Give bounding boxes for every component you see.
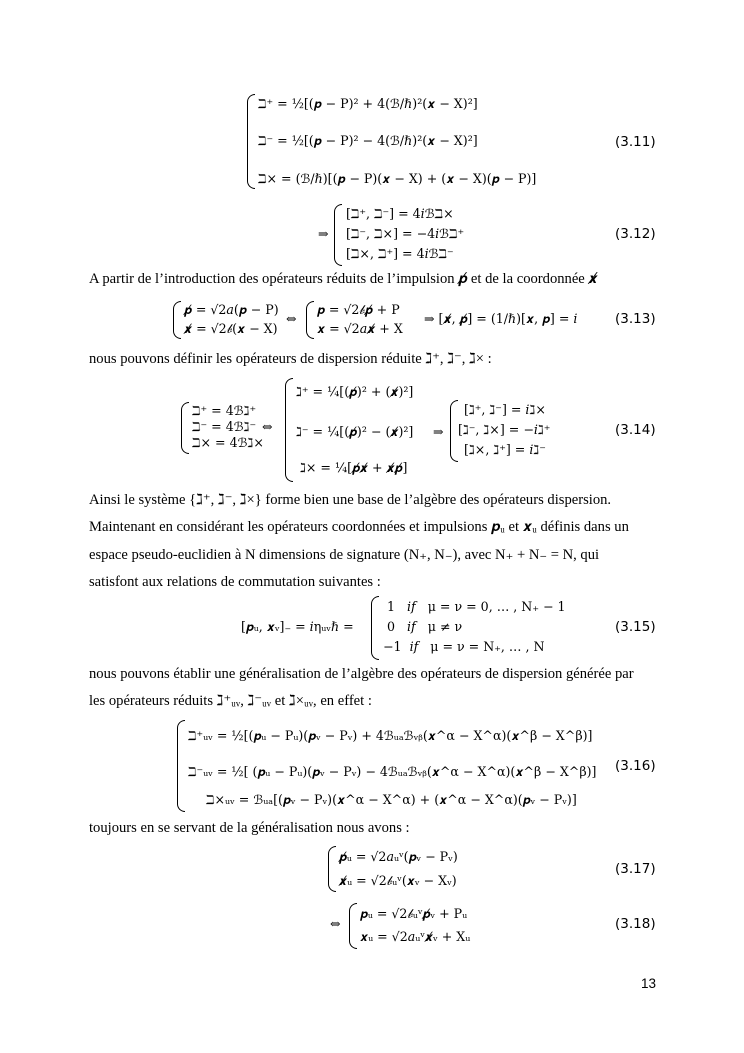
brace-312 (334, 204, 342, 266)
paragraph-intro-reduced-operators: A partir de l’introduction des opérateurs réduits de l’impulsion 𝒑̸ et de la coordonnée 𝒙̸ (89, 271, 598, 287)
eq-number-3-12: (3.12) (615, 226, 656, 242)
brace-314-left (181, 402, 189, 454)
brace-315 (371, 596, 379, 660)
eq-3-13-b2: 𝒙 = √2𝑎𝒙̸ + X (317, 321, 403, 336)
paragraph-still-using: toujours en se servant de la généralisation nous avons : (89, 820, 410, 836)
eq-number-3-16: (3.16) (615, 758, 656, 774)
eq-3-18-line2: 𝒙ᵤ = √2𝑎ᵤᵛ𝒙̸ᵥ + Xᵤ (360, 929, 471, 944)
eq-3-14-arrow: ⇒ (433, 424, 444, 439)
eq-number-3-18: (3.18) (615, 916, 656, 932)
eq-3-14-a3: ℶ× = 4ℬℷ× (192, 435, 264, 450)
eq-3-13-iff: ⇔ (286, 311, 297, 326)
eq-3-14-a1: ℶ⁺ = 4ℬℷ⁺ (192, 403, 257, 418)
eq-3-14-a2: ℶ⁻ = 4ℬℷ⁻ (192, 419, 257, 434)
eq-3-16-line1: ℶ⁺ᵤᵥ = ½[(𝒑ᵤ − Pᵤ)(𝒑ᵥ − Pᵥ) + 4ℬᵤₐℬᵥᵦ(𝒙^α − X^α)(𝒙^β − X^β)] (188, 728, 593, 743)
eq-3-16-line3: ℶ×ᵤᵥ = ℬᵤₐ[(𝒑ᵥ − Pᵥ)(𝒙^α − X^α) + (𝒙^α − X^α)(𝒑ᵥ − Pᵥ)] (206, 792, 577, 807)
eq-3-18-line1: 𝒑ᵤ = √2𝒷ᵤᵛ𝒑̸ᵥ + Pᵤ (360, 906, 468, 921)
eq-number-3-15: (3.15) (615, 619, 656, 635)
paragraph-basis: Ainsi le système {ℷ⁺, ℷ⁻, ℷ×} forme bien une base de l’algèbre des opérateurs dispersion. (89, 492, 612, 508)
eq-3-17-line2: 𝒙̸ᵤ = √2𝒷ᵤᵛ(𝒙ᵥ − Xᵥ) (339, 873, 457, 888)
eq-3-15-line3: −1 𝑖𝑓 μ = ν = N₊, … , N (383, 639, 545, 654)
eq-3-16-line2: ℶ⁻ᵤᵥ = ½[ (𝒑ᵤ − Pᵤ)(𝒑ᵥ − Pᵥ) − 4ℬᵤₐℬᵥᵦ(𝒙^α − X^α)(𝒙^β − X^β)] (188, 764, 597, 779)
paragraph-generalisation-2: les opérateurs réduits ℷ⁺ᵤᵥ, ℷ⁻ᵤᵥ et ℷ×ᵤᵥ, en effet : (89, 693, 372, 709)
eq-number-3-17: (3.17) (615, 861, 656, 877)
page-number: 13 (641, 976, 657, 991)
eq-3-14-c3: [ℷ×, ℷ⁺] = 𝑖ℷ⁻ (464, 442, 546, 457)
paragraph-considering-3: satisfont aux relations de commutation suivantes : (89, 574, 381, 590)
brace-311 (247, 94, 255, 189)
brace-313-right (306, 301, 314, 339)
eq-number-3-14: (3.14) (615, 422, 656, 438)
eq-3-12-line1: [ℶ⁺, ℶ⁻] = 4𝑖ℬℶ× (346, 206, 454, 221)
eq-3-13-a2: 𝒙̸ = √2𝒷(𝒙 − X) (184, 321, 278, 336)
brace-317 (328, 846, 336, 892)
brace-318 (349, 903, 357, 949)
paragraph-considering-1: Maintenant en considérant les opérateurs coordonnées et impulsions 𝒑ᵤ et 𝒙ᵤ définis dans un (89, 519, 629, 535)
eq-3-14-b1: ℷ⁺ = ¼[(𝒑̸)² + (𝒙̸)²] (296, 384, 414, 399)
eq-3-13-a1: 𝒑̸ = √2𝑎(𝒑 − P) (184, 302, 279, 317)
eq-3-14-c2: [ℷ⁻, ℷ×] = −𝑖ℷ⁺ (458, 422, 551, 437)
eq-3-12-line3: [ℶ×, ℶ⁺] = 4𝑖ℬℶ⁻ (346, 246, 454, 261)
eq-3-12-arrow: ⇒ (318, 226, 329, 241)
eq-3-11-line3: ℶ× = (ℬ/ℏ)[(𝒑 − P)(𝒙 − X) + (𝒙 − X)(𝒑 − P)] (258, 171, 537, 186)
brace-313-left (173, 301, 181, 339)
eq-3-14-b3: ℷ× = ¼[𝒑̸𝒙̸ + 𝒙̸𝒑̸] (300, 460, 408, 475)
eq-3-15-lhs: [𝒑ᵤ, 𝒙ᵥ]₋ = 𝑖ηᵤᵥℏ = (241, 619, 354, 634)
eq-3-12-line2: [ℶ⁻, ℶ×] = −4𝑖ℬℶ⁺ (346, 226, 465, 241)
eq-3-11-line1: ℶ⁺ = ½[(𝒑 − P)² + 4(ℬ/ℏ)²(𝒙 − X)²] (258, 96, 478, 111)
eq-3-14-c1: [ℷ⁺, ℷ⁻] = 𝑖ℷ× (464, 402, 546, 417)
eq-number-3-13: (3.13) (615, 311, 656, 327)
eq-3-18-iff: ⇔ (330, 916, 341, 931)
eq-3-13-commutator: ⇒ [𝒙̸, 𝒑̸] = (1/ℏ)[𝒙, 𝒑] = 𝑖 (424, 311, 578, 326)
paragraph-considering-2: espace pseudo-euclidien à N dimensions de signature (N₊, N₋), avec N₊ + N₋ = N, qui (89, 547, 600, 563)
eq-3-13-b1: 𝒑 = √2𝒷𝒑̸ + P (317, 302, 400, 317)
paragraph-define-dispersion: nous pouvons définir les opérateurs de dispersion réduite ℷ⁺, ℷ⁻, ℷ× : (89, 351, 492, 367)
eq-3-11-line2: ℶ⁻ = ½[(𝒑 − P)² − 4(ℬ/ℏ)²(𝒙 − X)²] (258, 133, 478, 148)
eq-3-15-line2: 0 𝑖𝑓 μ ≠ ν (387, 619, 463, 634)
eq-3-14-b2: ℷ⁻ = ¼[(𝒑̸)² − (𝒙̸)²] (296, 424, 414, 439)
eq-3-15-line1: 1 𝑖𝑓 μ = ν = 0, … , N₊ − 1 (387, 599, 566, 614)
brace-314-middle (285, 378, 293, 482)
eq-3-17-line1: 𝒑̸ᵤ = √2𝑎ᵤᵛ(𝒑ᵥ − Pᵥ) (339, 849, 458, 864)
eq-number-3-11: (3.11) (615, 134, 656, 150)
brace-316 (177, 720, 185, 812)
paragraph-generalisation-1: nous pouvons établir une généralisation de l’algèbre des opérateurs de dispersion générée par (89, 666, 634, 682)
brace-314-right (450, 400, 458, 462)
eq-3-14-iff: ⇔ (262, 419, 273, 434)
